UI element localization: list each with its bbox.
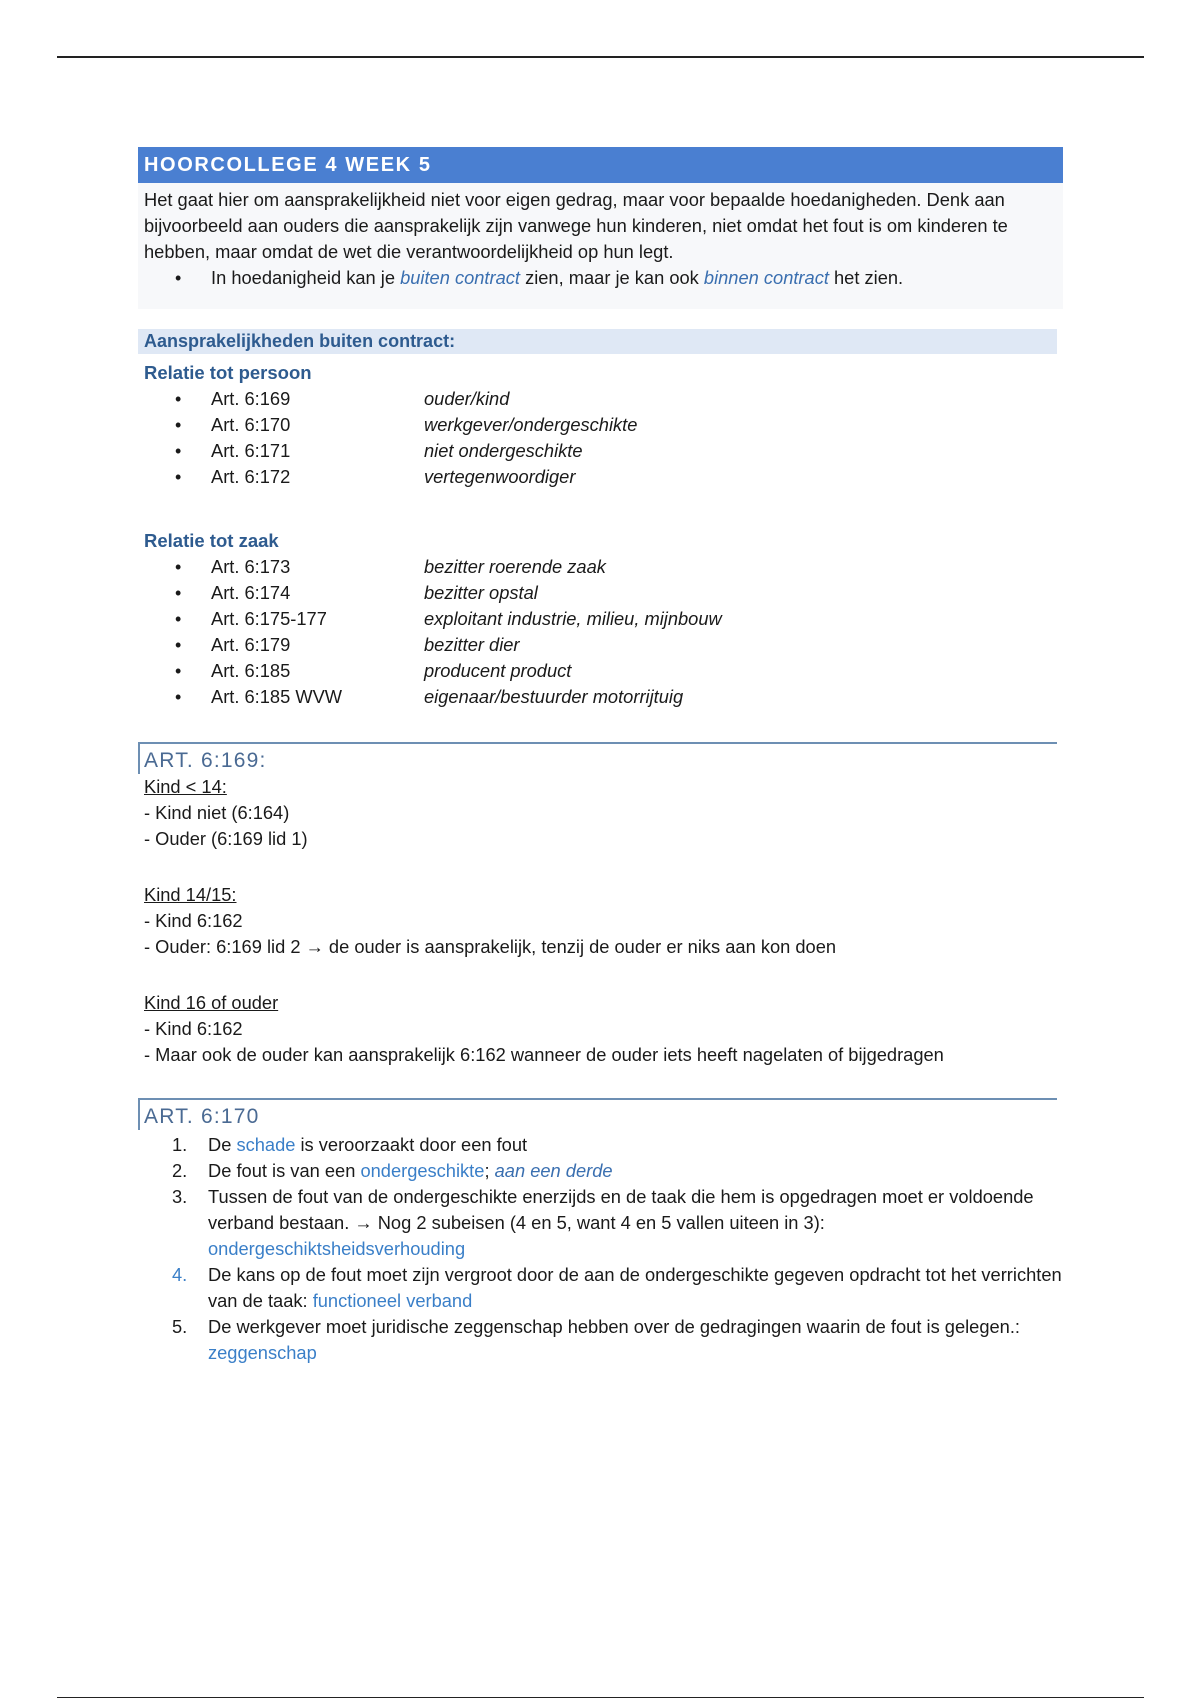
article-code: • Art. 6:172 [211, 466, 291, 487]
item-text: De [208, 1134, 237, 1155]
art-170-heading: ART. 6:170 [138, 1098, 1057, 1130]
list-item [138, 1262, 1063, 1314]
bullet-text: zien, maar je kan ook [519, 267, 704, 288]
article-code: • Art. 6:169 [211, 388, 291, 409]
art-170-list [138, 1132, 1063, 1366]
spacer [138, 490, 1063, 522]
list-item [138, 1184, 1063, 1262]
item-text: De fout is van een [208, 1160, 361, 1181]
art-169-section [138, 774, 1063, 1068]
list-item [138, 658, 1063, 684]
list-item [138, 386, 1063, 412]
ondergeschikte-link: ondergeschikte [360, 1160, 485, 1181]
article-code: • Art. 6:171 [211, 440, 291, 461]
group-line: - Kind 6:162 [144, 1018, 243, 1039]
intro-bullets [144, 265, 1057, 291]
persoon-list [138, 386, 1063, 490]
article-description: bezitter dier [424, 634, 520, 655]
item-text: Tussen de fout van de ondergeschikte enerzijds en de taak die hem is opgedragen moet er voldoende verband bestaan. → Nog 2 subeisen (4 en 5, want 4 en 5 vallen uiteen in 3): [208, 1186, 1034, 1233]
article-description: vertegenwoordiger [424, 466, 576, 487]
group-line: - Kind niet (6:164) [144, 802, 290, 823]
group-line: - Kind 6:162 [144, 910, 243, 931]
buiten-contract-link: buiten contract [400, 267, 520, 288]
article-code: • Art. 6:175-177 [211, 608, 327, 629]
item-text: ; [484, 1160, 495, 1181]
item-text: De kans op de fout moet zijn vergroot door de aan de ondergeschikte gegeven opdracht tot het verrichten van de taak: [208, 1264, 1062, 1311]
group-label: Kind 16 of ouder [144, 992, 279, 1013]
article-code: • Art. 6:179 [211, 634, 291, 655]
list-item [138, 412, 1063, 438]
list-item [138, 684, 1063, 710]
buiten-contract-heading: Aansprakelijkheden buiten contract: [138, 329, 1057, 354]
group-label: Kind 14/15: [144, 884, 237, 905]
list-item [138, 1158, 1063, 1184]
list-item [138, 1132, 1063, 1158]
item-number: 1. [172, 1134, 188, 1155]
article-description: bezitter roerende zaak [424, 556, 606, 577]
list-item [138, 1314, 1063, 1366]
ondergeschiktsheidsverhouding-link: ondergeschiktsheidsverhouding [208, 1238, 466, 1259]
article-description: producent product [424, 660, 572, 681]
article-description: ouder/kind [424, 388, 510, 409]
zaak-list [138, 554, 1063, 710]
item-number: 3. [172, 1186, 188, 1207]
article-code: • Art. 6:185 [211, 660, 291, 681]
document-body [138, 147, 1063, 1366]
article-description: exploitant industrie, milieu, mijnbouw [424, 608, 722, 629]
binnen-contract-link: binnen contract [703, 267, 829, 288]
schade-link: schade [236, 1134, 296, 1155]
group-line: - Maar ook de ouder kan aansprakelijk 6:162 wanneer de ouder iets heeft nagelaten of bijgedragen [144, 1044, 944, 1065]
zeggenschap-link: zeggenschap [208, 1342, 317, 1363]
article-description: eigenaar/bestuurder motorrijtuig [424, 686, 684, 707]
item-number: 2. [172, 1160, 188, 1181]
article-code: • Art. 6:173 [211, 556, 291, 577]
page-top-rule [57, 56, 1144, 58]
intro-section [138, 183, 1063, 309]
article-code: • Art. 6:170 [211, 414, 291, 435]
list-item [138, 464, 1063, 490]
group-line: - Ouder: 6:169 lid 2 → de ouder is aansprakelijk, tenzij de ouder er niks aan kon doen [144, 936, 837, 957]
list-item [138, 580, 1063, 606]
article-code: • Art. 6:174 [211, 582, 291, 603]
intro-bullet [144, 265, 1057, 291]
relatie-persoon-heading: Relatie tot persoon [144, 362, 312, 383]
spacer [144, 960, 1063, 990]
article-description: werkgever/ondergeschikte [424, 414, 638, 435]
spacer [144, 852, 1063, 882]
article-code: • Art. 6:185 WVW [211, 686, 343, 707]
item-number: 5. [172, 1316, 188, 1337]
article-description: bezitter opstal [424, 582, 538, 603]
list-item [138, 632, 1063, 658]
item-number: 4. [172, 1264, 188, 1285]
aan-een-derde-link: aan een derde [494, 1160, 613, 1181]
group-line: - Ouder (6:169 lid 1) [144, 828, 308, 849]
item-text: De werkgever moet juridische zeggenschap hebben over de gedragingen waarin de fout is gelegen.: [208, 1316, 1021, 1337]
art-169-heading: ART. 6:169: [138, 742, 1057, 774]
group-label: Kind < 14: [144, 776, 227, 797]
functioneel-verband-link: functioneel verband [312, 1290, 473, 1311]
page-bottom-rule [57, 1697, 1144, 1698]
bullet-text: het zien. [828, 267, 904, 288]
item-text: is veroorzaakt door een fout [295, 1134, 528, 1155]
list-item [138, 554, 1063, 580]
bullet-text: In hoedanigheid kan je [211, 267, 401, 288]
relatie-zaak-heading: Relatie tot zaak [144, 530, 279, 551]
list-item [138, 606, 1063, 632]
intro-paragraph: Het gaat hier om aansprakelijkheid niet voor eigen gedrag, maar voor bepaalde hoedanigheden. Denk aan bijvoorbeeld aan ouders die aansprakelijk zijn vanwege hun kinderen, niet omdat het fout is om kinderen te hebben, maar omdat de wet die verantwoordelijkheid op hun legt. [144, 189, 1008, 262]
article-description: niet ondergeschikte [424, 440, 583, 461]
page-heading: HOORCOLLEGE 4 WEEK 5 [138, 147, 1063, 183]
list-item [138, 438, 1063, 464]
